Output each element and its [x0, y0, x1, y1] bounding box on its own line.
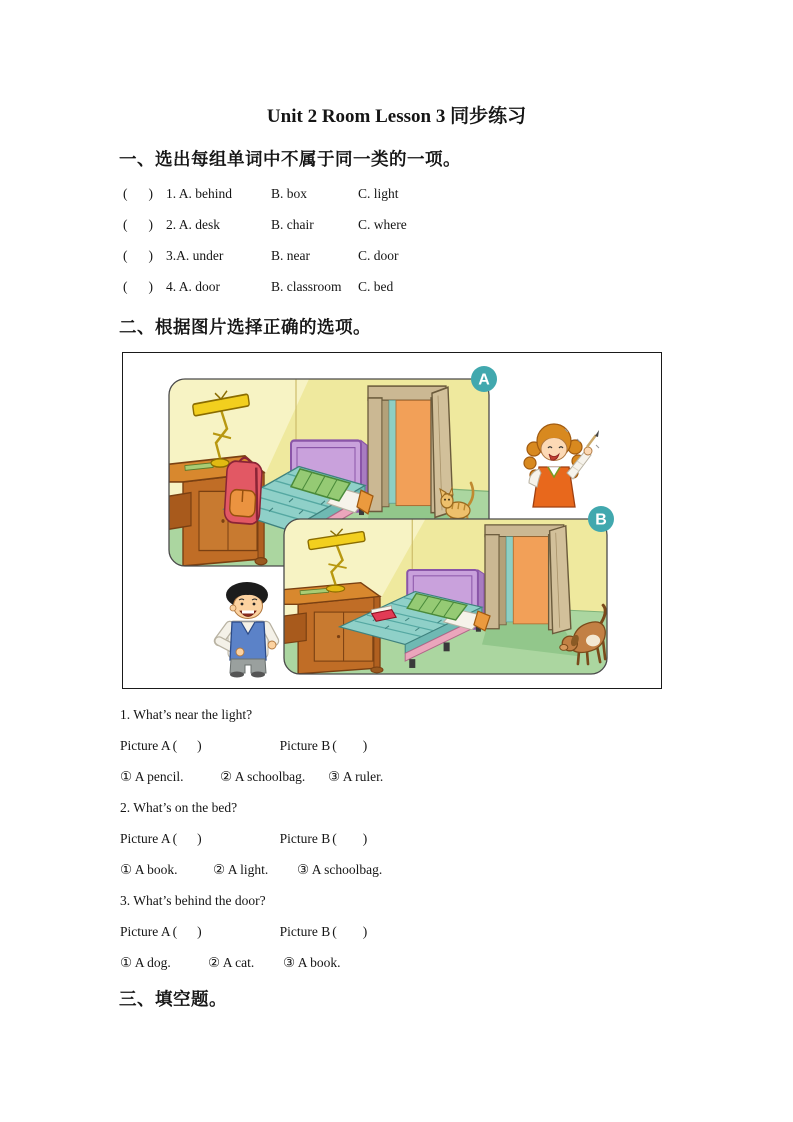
answer-blank-close: ): [362, 924, 368, 939]
option-2: ② A light.: [213, 862, 269, 877]
answer-blank-open: (: [172, 831, 178, 846]
picture-b-label: Picture B: [279, 924, 331, 939]
answer-blank-open: (: [332, 831, 337, 846]
option-1: ① A book.: [120, 862, 178, 877]
question-prompt: 2. What’s on the bed?: [120, 800, 238, 815]
picture-a-label: Picture A: [120, 831, 171, 846]
option-2: ② A cat.: [208, 955, 255, 970]
word-row: [123, 186, 399, 202]
page-title: Unit 2 Room Lesson 3 同步练习: [266, 106, 527, 127]
option-a: 2. A. desk: [166, 217, 220, 232]
option-c: C. door: [358, 248, 399, 263]
option-b: B. chair: [271, 217, 314, 232]
option-b: B. classroom: [271, 279, 342, 294]
picture-b: [284, 519, 607, 674]
option-1: ① A pencil.: [120, 769, 184, 784]
option-a: 1. A. behind: [166, 186, 232, 201]
badge-a: [471, 366, 497, 392]
option-c: C. where: [358, 217, 407, 232]
option-3: ③ A ruler.: [328, 769, 384, 784]
options-line: [120, 769, 383, 785]
answer-blank-open: (: [123, 186, 128, 201]
answer-blank-close: ): [148, 248, 153, 263]
room-illustration: [122, 352, 662, 689]
picture-b-label: Picture B: [279, 738, 331, 753]
badge-b: [588, 506, 614, 532]
question-prompt: 3. What’s behind the door?: [120, 893, 266, 908]
answer-blank-open: (: [123, 248, 128, 263]
question-prompt: 1. What’s near the light?: [120, 707, 253, 722]
option-1: ① A dog.: [120, 955, 171, 970]
svg-text:B: B: [595, 511, 607, 529]
answer-blank-close: ): [197, 831, 202, 846]
word-row: [123, 248, 399, 264]
picture-a-label: Picture A: [120, 738, 171, 753]
svg-text:A: A: [478, 371, 490, 389]
option-c: C. bed: [358, 279, 394, 294]
option-3: ③ A schoolbag.: [297, 862, 383, 877]
answer-blank-close: ): [362, 738, 368, 753]
answer-blank-close: ): [197, 738, 202, 753]
answer-blank-open: (: [332, 924, 337, 939]
answer-blank-close: ): [362, 831, 368, 846]
girl: [524, 424, 599, 507]
option-3: ③ A book.: [283, 955, 341, 970]
answer-blank-open: (: [172, 738, 178, 753]
answer-blank-open: (: [172, 924, 178, 939]
picture-b-label: Picture B: [279, 831, 331, 846]
boy: [219, 582, 276, 678]
picture-answer-line: [120, 924, 367, 940]
options-line: [120, 862, 382, 878]
picture-a-label: Picture A: [120, 924, 171, 939]
answer-blank-close: ): [148, 217, 153, 232]
picture-answer-line: [120, 831, 367, 847]
answer-blank-open: (: [123, 279, 128, 294]
answer-blank-open: (: [332, 738, 337, 753]
option-b: B. near: [271, 248, 310, 263]
option-2: ② A schoolbag.: [220, 769, 306, 784]
picture-answer-line: [120, 738, 367, 754]
answer-blank-open: (: [123, 217, 128, 232]
option-a: 4. A. door: [166, 279, 220, 294]
word-row: [123, 217, 407, 233]
answer-blank-close: ): [148, 186, 153, 201]
answer-blank-close: ): [197, 924, 202, 939]
word-row: [123, 279, 393, 295]
section-two-heading: 二、根据图片选择正确的选项。: [119, 317, 371, 337]
schoolbag: [224, 456, 263, 524]
options-line: [120, 955, 341, 971]
section-three-heading: 三、填空题。: [119, 989, 227, 1009]
option-a: 3.A. under: [166, 248, 224, 263]
option-b: B. box: [271, 186, 308, 201]
option-c: C. light: [358, 186, 399, 201]
answer-blank-close: ): [148, 279, 153, 294]
section-one-heading: 一、选出每组单词中不属于同一类的一项。: [119, 149, 461, 169]
